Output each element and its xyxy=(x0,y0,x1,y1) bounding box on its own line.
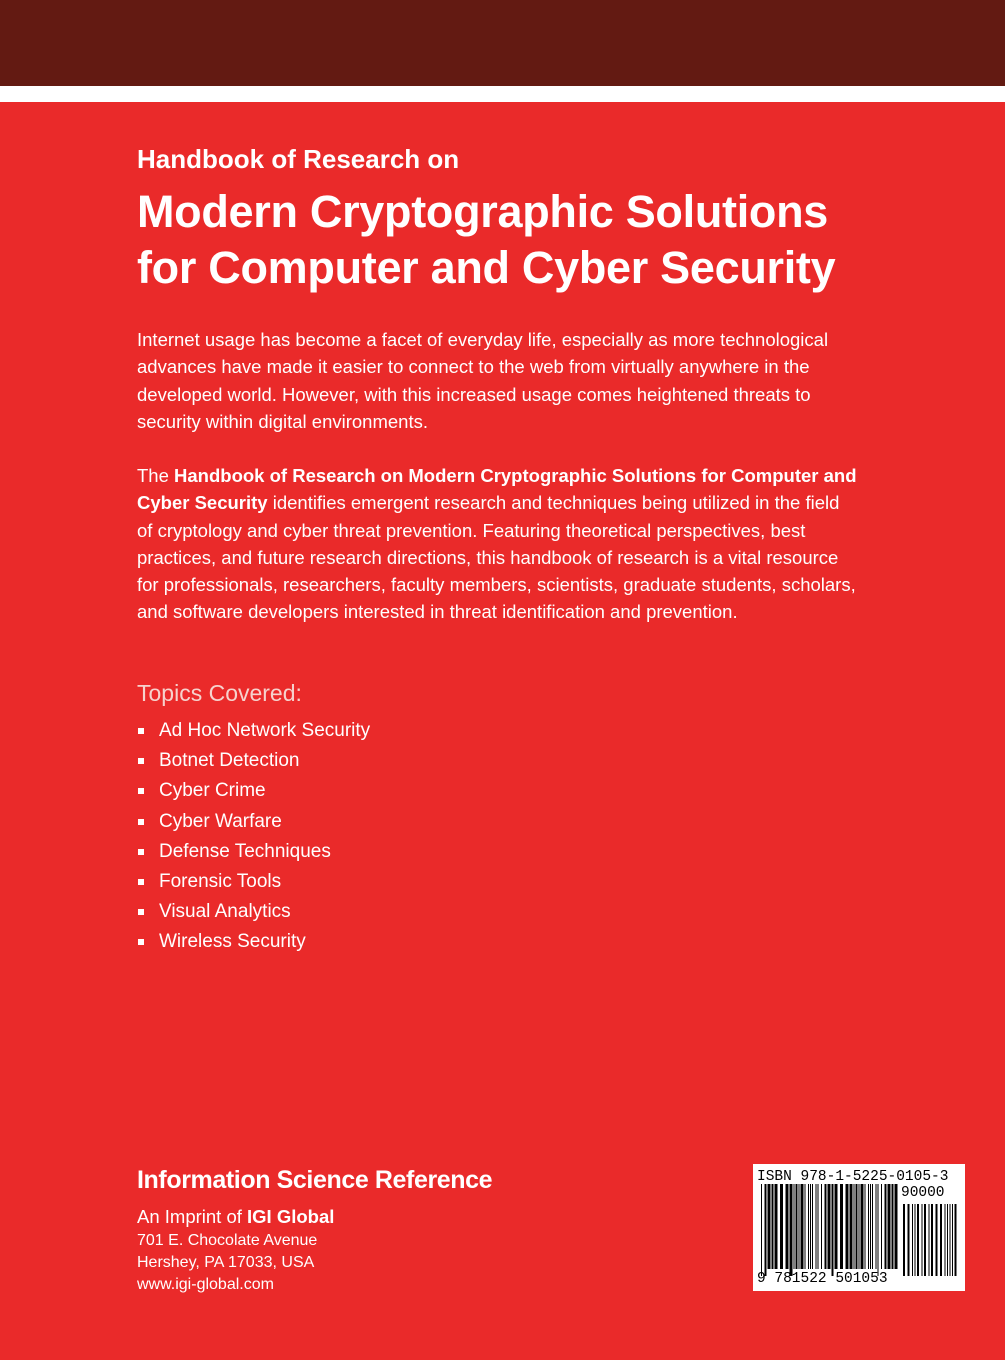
bullet-icon xyxy=(138,879,144,885)
imprint-line xyxy=(137,1205,334,1229)
book-title-line1: Modern Cryptographic Solutions xyxy=(137,186,829,237)
topic-item xyxy=(137,807,370,837)
topic-label: Botnet Detection xyxy=(159,750,300,772)
topic-item xyxy=(137,776,370,806)
ean-digits: 9 781522 501053 xyxy=(757,1271,888,1287)
topic-item xyxy=(137,837,370,867)
description-paragraph-1: Internet usage has become a facet of everyday life, especially as more technological advances have made it easier to connect to the web from virtually anywhere in the developed world. However, with this increased usage comes heightened threats to security within digital environments. xyxy=(137,329,829,432)
imprint-prefix: An Imprint of xyxy=(137,1206,248,1227)
bullet-icon xyxy=(138,728,144,734)
bullet-icon xyxy=(138,939,144,945)
topic-label: Ad Hoc Network Security xyxy=(159,720,371,741)
topic-item xyxy=(137,927,370,957)
bullet-icon xyxy=(138,788,144,794)
bullet-icon xyxy=(138,758,144,764)
topic-label: Defense Techniques xyxy=(159,840,331,862)
paragraph-2-rest: identifies emergent research and techniques being utilized in the field of cryptology and cyber threat prevention. Featuring theoretical perspectives, best practices, and future research directions, this handbook of research is a vital resource for professionals, researchers, faculty members, scientists, graduate students, scholars, and software developers interested in threat identification and prevention. xyxy=(137,492,856,623)
address-line-2: Hershey, PA 17033, USA xyxy=(137,1254,315,1271)
topic-item xyxy=(137,746,370,776)
bullet-icon xyxy=(138,909,144,915)
isbn-label: ISBN 978-1-5225-0105-3 xyxy=(757,1169,949,1185)
book-title-line2: for Computer and Cyber Security xyxy=(137,242,836,293)
bullet-icon xyxy=(138,849,144,855)
topic-item xyxy=(137,897,370,927)
topics-list xyxy=(137,716,370,958)
topic-label: Cyber Crime xyxy=(159,780,266,802)
topic-label: Cyber Warfare xyxy=(159,810,282,832)
bullet-icon xyxy=(138,819,144,825)
paragraph-2-lead: The xyxy=(137,465,175,486)
paragraph-2-book-title: Handbook of Research on Modern Cryptographic Solutions for Computer and Cyber Security xyxy=(137,465,857,514)
publisher-website: www.igi-global.com xyxy=(137,1276,274,1293)
topic-label: Visual Analytics xyxy=(159,901,291,923)
topic-label: Forensic Tools xyxy=(159,870,282,892)
addon-price: 90000 xyxy=(901,1185,945,1201)
book-kicker: Handbook of Research on xyxy=(137,144,460,174)
topics-heading: Topics Covered: xyxy=(137,680,302,706)
white-rule xyxy=(0,86,1005,102)
topic-item xyxy=(137,716,370,746)
topic-label: Wireless Security xyxy=(159,931,306,953)
imprint-name: IGI Global xyxy=(247,1206,335,1227)
top-band xyxy=(0,0,1005,86)
topic-item xyxy=(137,867,370,897)
description-paragraph-2 xyxy=(137,462,857,626)
publisher-name: Information Science Reference xyxy=(137,1166,493,1194)
book-title xyxy=(137,184,977,296)
address-line-1: 701 E. Chocolate Avenue xyxy=(137,1232,318,1249)
